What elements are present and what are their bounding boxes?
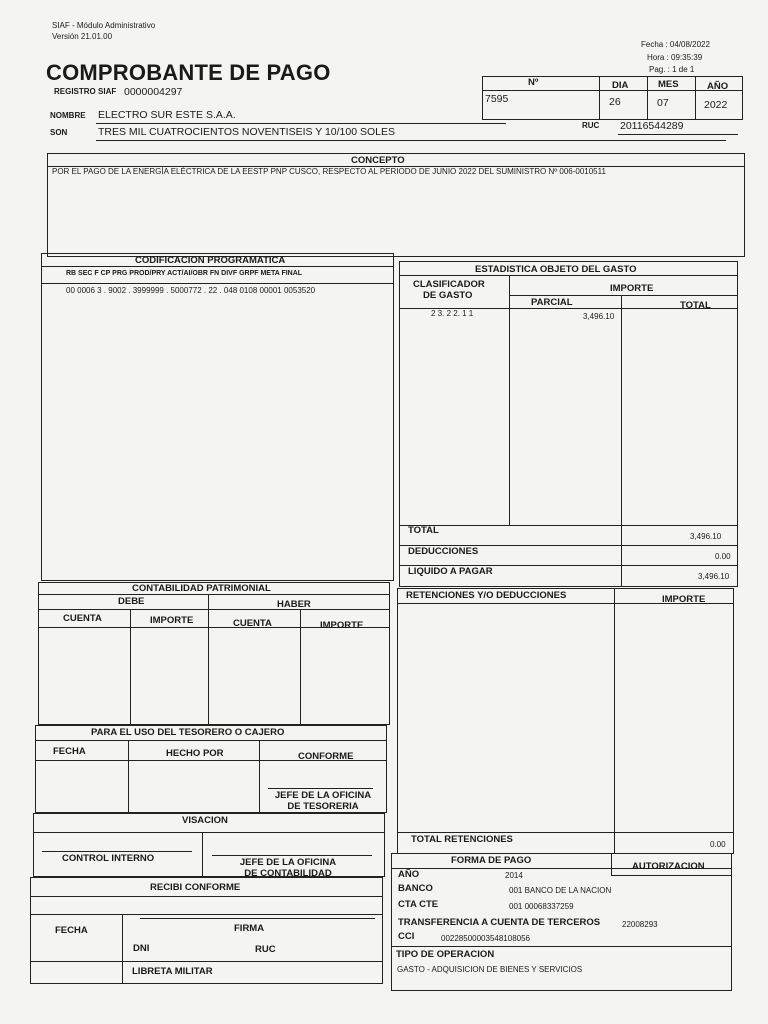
visacion-label: VISACION xyxy=(182,815,228,826)
registro-value: 0000004297 xyxy=(124,86,183,98)
codificacion-box xyxy=(41,253,394,581)
mes-value: 07 xyxy=(657,97,669,109)
cta-cte-label: CTA CTE xyxy=(398,899,439,910)
total-retenciones-value: 0.00 xyxy=(710,840,726,849)
total-value: 3,496.10 xyxy=(690,532,722,541)
son-value: TRES MIL CUATROCIENTOS NOVENTISEIS Y 10/100 SOLES xyxy=(98,126,396,138)
codificacion-columns: RB SEC F CP PRG PROD/PRY ACT/AI/OBR FN DIVF GRPF META FINAL xyxy=(66,270,303,277)
deducciones-value: 0.00 xyxy=(715,552,731,561)
importe-label: IMPORTE xyxy=(610,283,654,294)
recibi-fecha-label: FECHA xyxy=(55,925,88,936)
transferencia-value: 22008293 xyxy=(622,920,658,929)
clasificador-label-1: CLASIFICADOR xyxy=(413,279,485,290)
page-title: COMPROBANTE DE PAGO xyxy=(46,60,331,85)
system-version: Versión 21.01.00 xyxy=(52,32,113,41)
clasificador-label-2: DE GASTO xyxy=(423,290,473,301)
control-interno-label: CONTROL INTERNO xyxy=(62,853,155,864)
pago-ano-value: 2014 xyxy=(505,871,523,880)
debe-importe-label: IMPORTE xyxy=(150,615,194,626)
ano-value: 2022 xyxy=(704,99,728,111)
pago-ano-label: AÑO xyxy=(398,869,420,880)
recibi-dni-label: DNI xyxy=(133,943,150,954)
tesorero-conforme-label: CONFORME xyxy=(298,751,354,762)
tesorero-fecha-label: FECHA xyxy=(53,746,86,757)
tesorero-label: PARA EL USO DEL TESORERO O CAJERO xyxy=(91,727,285,738)
forma-pago-label: FORMA DE PAGO xyxy=(451,855,532,866)
print-time: Hora : 09:35:39 xyxy=(647,53,703,62)
jefe-contabilidad-label-2: DE CONTABILIDAD xyxy=(244,868,332,879)
cta-cte-value: 001 00068337259 xyxy=(509,902,574,911)
concepto-text: POR EL PAGO DE LA ENERGÍA ELÉCTRICA DE LA EESTP PNP CUSCO, RESPECTO AL PERIODO DE JUNIO 2022 DEL SUMINISTRO Nº 006-0010511 xyxy=(52,167,606,176)
jefe-contabilidad-label-1: JEFE DE LA OFICINA xyxy=(239,857,337,868)
liquido-value: 3,496.10 xyxy=(698,572,730,581)
nombre-label: NOMBRE xyxy=(50,111,86,120)
system-name: SIAF - Módulo Administrativo xyxy=(52,21,156,30)
page-number: Pag. : 1 de 1 xyxy=(649,65,695,74)
mes-label: MES xyxy=(658,79,679,90)
parcial-label: PARCIAL xyxy=(531,297,573,308)
haber-cuenta-label: CUENTA xyxy=(233,618,272,629)
dia-label: DIA xyxy=(612,80,629,91)
recibi-label: RECIBI CONFORME xyxy=(150,882,241,893)
debe-cuenta-label: CUENTA xyxy=(63,613,102,624)
recibi-firma-label: FIRMA xyxy=(234,923,265,934)
retenciones-importe-label: IMPORTE xyxy=(662,594,706,605)
libreta-militar-label: LIBRETA MILITAR xyxy=(132,966,213,977)
clasificador-value: 2 3. 2 2. 1 1 xyxy=(431,309,474,318)
tesorero-hecho-por-label: HECHO POR xyxy=(166,748,224,759)
retenciones-label: RETENCIONES Y/O DEDUCCIONES xyxy=(406,590,567,601)
banco-value: 001 BANCO DE LA NACION xyxy=(509,886,612,895)
print-date: Fecha : 04/08/2022 xyxy=(641,40,710,49)
transferencia-label: TRANSFERENCIA A CUENTA DE TERCEROS xyxy=(398,917,601,928)
retenciones-box xyxy=(397,588,734,854)
haber-label: HABER xyxy=(277,599,311,610)
haber-importe-label: IMPORTE xyxy=(320,620,364,631)
deducciones-label: DEDUCCIONES xyxy=(408,546,479,557)
codificacion-row: 00 0006 3 . 9002 . 3999999 . 5000772 . 22 . 048 0108 00001 0053520 xyxy=(66,286,316,295)
cci-label: CCI xyxy=(398,931,415,942)
numero-label: Nº xyxy=(528,77,539,88)
total-row-label: TOTAL xyxy=(408,525,439,536)
tipo-operacion-label: TIPO DE OPERACION xyxy=(396,949,495,960)
jefe-tesoreria-label-1: JEFE DE LA OFICINA xyxy=(274,790,372,801)
estadistica-label: ESTADISTICA OBJETO DEL GASTO xyxy=(475,264,637,275)
contabilidad-box xyxy=(38,582,390,725)
nombre-value: ELECTRO SUR ESTE S.A.A. xyxy=(98,109,236,121)
son-label: SON xyxy=(50,128,68,137)
jefe-tesoreria-label-2: DE TESORERIA xyxy=(287,801,359,812)
cci-value: 00228500003548108056 xyxy=(441,934,530,943)
codificacion-label: CODIFICACION PROGRAMATICA xyxy=(135,255,286,266)
contabilidad-label: CONTABILIDAD PATRIMONIAL xyxy=(132,583,271,594)
parcial-value: 3,496.10 xyxy=(583,312,615,321)
registro-label: REGISTRO SIAF xyxy=(54,87,117,96)
ruc-value: 20116544289 xyxy=(620,120,684,132)
ano-label: AÑO xyxy=(707,81,729,92)
numero-value: 7595 xyxy=(485,93,509,105)
total-retenciones-label: TOTAL RETENCIONES xyxy=(411,834,513,845)
autorizacion-label: AUTORIZACION xyxy=(632,861,705,872)
ruc-label: RUC xyxy=(582,121,600,130)
tipo-operacion-value: GASTO - ADQUISICION DE BIENES Y SERVICIOS xyxy=(397,965,583,974)
banco-label: BANCO xyxy=(398,883,433,894)
recibi-ruc-label: RUC xyxy=(255,944,276,955)
dia-value: 26 xyxy=(609,96,621,108)
liquido-label: LIQUIDO A PAGAR xyxy=(408,566,493,577)
concepto-label: CONCEPTO xyxy=(351,155,405,166)
debe-label: DEBE xyxy=(118,596,145,607)
total-label: TOTAL xyxy=(680,300,711,311)
